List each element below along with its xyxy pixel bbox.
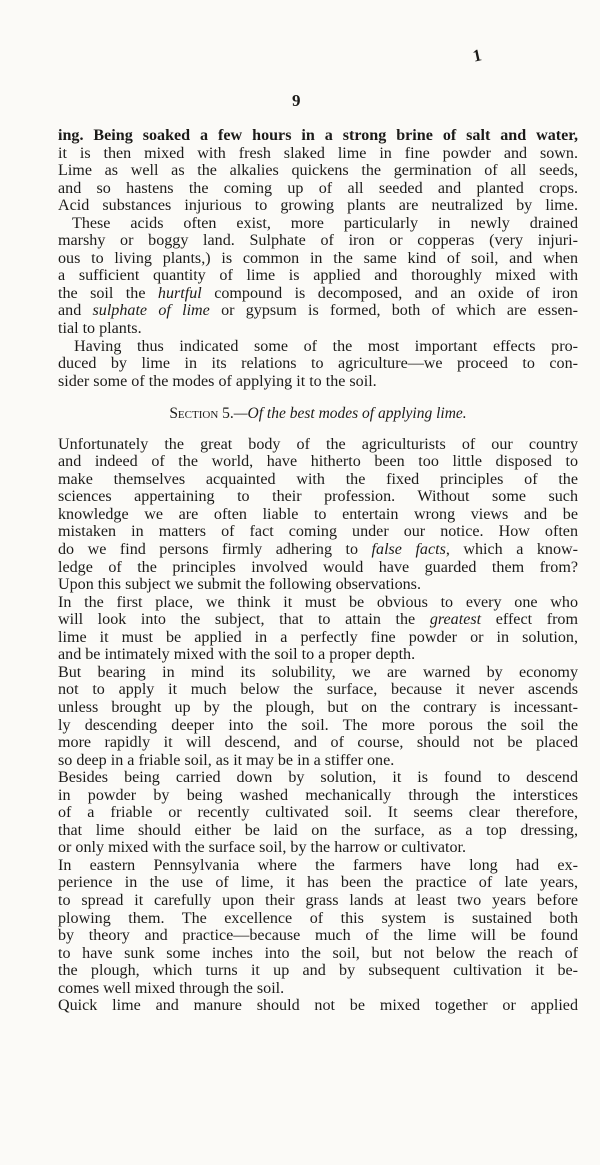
text-line: Lime as well as the alkalies quickens the germination of all seeds, [58,162,578,180]
text-line: more rapidly it will descend, and of course, should not be placed [58,734,578,752]
paragraph [58,769,578,857]
text-line: perience in the use of lime, it has been the practice of late years, [58,874,578,892]
text-line: In eastern Pennsylvania where the farmers have long had ex- [58,856,578,874]
text-line: the plough, which turns it up and by subsequent cultivation it be- [58,962,578,980]
text-line [58,285,578,303]
text-line [58,302,578,320]
text-line [58,611,578,629]
text-line: ly descending deeper into the soil. The more porous the soil the [58,716,578,734]
text-line: by theory and practice—because much of the lime will be found [58,927,578,945]
text-line: Quick lime and manure should not be mixed together or applied [58,997,578,1015]
text-line: ous to living plants,) is common in the same kind of soil, and when [58,249,578,267]
text-run: or gypsum is formed, both of which are essen- [209,302,579,320]
text-line [58,541,578,559]
text-line: Having thus indicated some of the most important effects pro- [74,337,578,355]
paragraph [58,857,578,997]
text-line: make themselves acquainted with the fixed principles of the [58,470,578,488]
text-line: ing. Being soaked a few hours in a strong brine of salt and water, [58,127,578,144]
text-line: unless brought up by the plough, but on the contrary is incessant- [58,698,578,716]
text-line: comes well mixed through the soil. [58,979,285,997]
text-run: and [58,302,93,320]
emphasis: hurtful [157,284,202,302]
paragraph [58,215,578,338]
text-line: But bearing in mind its solubility, we are warned by economy [58,663,578,681]
text-line: lime it must be applied in a perfectly fine powder or in solution, [58,628,578,646]
emphasis: greatest [429,611,482,629]
text-run: compound is decomposed, and an oxide of iron [201,284,578,302]
text-line: marshy or boggy land. Sulphate of iron or copperas (very injuri- [58,232,578,250]
text-line: and indeed of the world, have hitherto been too little disposed to [58,453,578,471]
text-line: and be intimately mixed with the soil to a proper depth. [58,646,416,664]
page-body [58,127,578,1015]
section-heading [58,405,578,423]
text-line: sciences appertaining to their profession. Without some such [58,488,578,506]
paragraph [58,997,578,1015]
text-run: will look into the subject, that to attain the [58,611,430,629]
text-line: Besides being carried down by solution, it is found to descend [58,769,578,787]
text-line: to spread it carefully upon their grass lands at least two years before [58,891,578,909]
emphasis: false facts [371,541,446,559]
text-line: it is then mixed with fresh slaked lime in fine powder and sown. [58,144,578,162]
text-line: sider some of the modes of applying it to the soil. [58,372,377,390]
section-label: Section 5. [169,405,234,423]
text-line: so deep in a friable soil, as it may be in a stiffer one. [58,751,395,769]
text-line: knowledge we are often liable to entertain wrong views and be [58,505,578,523]
text-line: and so hastens the coming up of all seeded and planted crops. [58,179,578,197]
text-run: effect from [481,611,578,629]
page-mark: 1 [471,45,484,66]
text-line: duced by lime in its relations to agriculture—we proceed to con- [58,355,578,373]
text-line: not to apply it much below the surface, because it never ascends [58,681,578,699]
text-line: In the first place, we think it must be obvious to every one who [58,593,578,611]
text-run: , which a know- [445,541,578,559]
text-line: plowing them. The excellence of this system is sustained both [58,909,578,927]
paragraph [58,436,578,594]
text-line: These acids often exist, more particularly in newly drained [72,214,578,232]
text-line: in powder by being washed mechanically through the interstices [58,786,578,804]
text-line: that lime should either be laid on the surface, as a top dressing, [58,821,578,839]
text-line: Upon this subject we submit the following observations. [58,576,421,594]
text-line: Acid substances injurious to growing plants are neutralized by lime. [58,197,578,215]
paragraph [58,594,578,664]
text-line: a sufficient quantity of lime is applied and thoroughly mixed with [58,267,578,285]
text-line: or only mixed with the surface soil, by the harrow or cultivator. [58,839,467,857]
text-run: the soil the [58,284,158,302]
text-line: ledge of the principles involved would have guarded them from? [58,558,578,576]
paragraph [58,127,578,215]
text-line: mistaken in matters of fact coming under our notice. How often [58,523,578,541]
page-number: 9 [292,91,301,110]
text-line: to have sunk some inches into the soil, but not below the reach of [58,944,578,962]
text-line: tial to plants. [58,320,142,338]
text-line: of a friable or recently cultivated soil. It seems clear therefore, [58,804,578,822]
section-title: —Of the best modes of applying lime. [233,405,467,423]
text-run: do we find persons firmly adhering to [58,541,372,559]
emphasis: sulphate of lime [92,302,210,320]
text-line: Unfortunately the great body of the agriculturists of our country [58,435,578,453]
paragraph [58,338,578,391]
paragraph [58,664,578,769]
